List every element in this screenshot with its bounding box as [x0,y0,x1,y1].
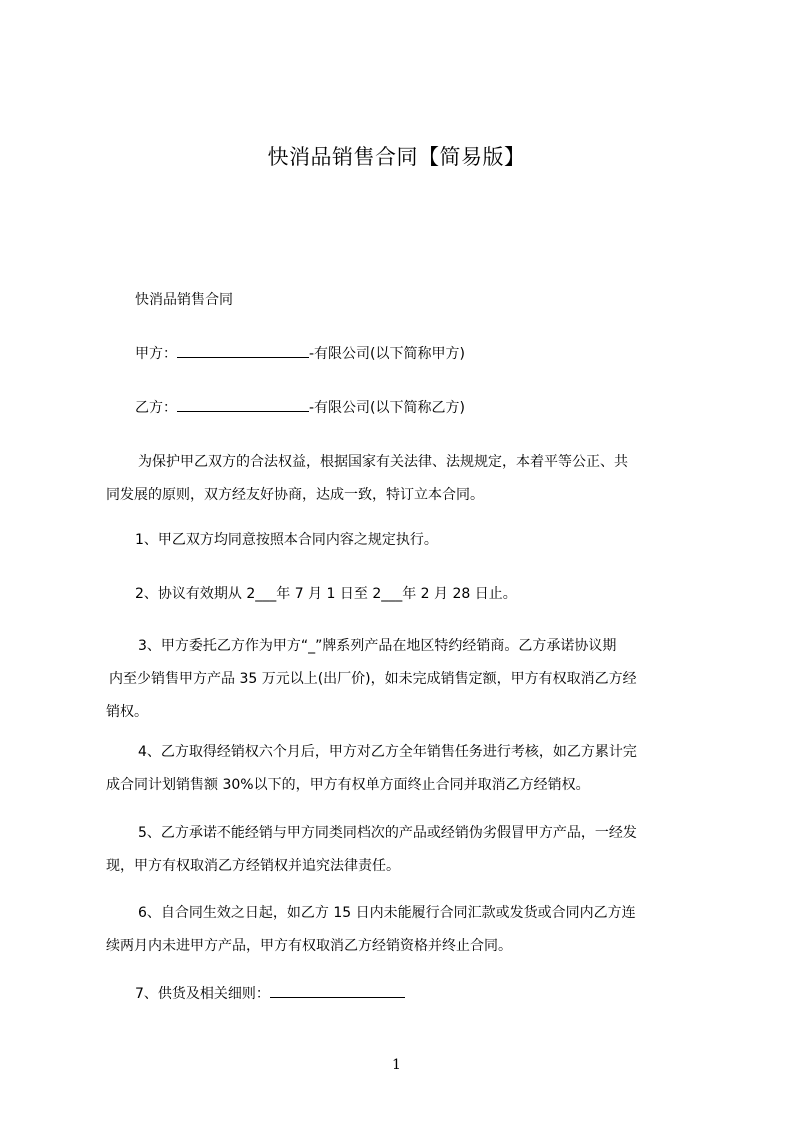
party-a-suffix: -有限公司(以下简称甲方) [309,346,465,362]
preamble-paragraph [106,446,706,512]
contract-subtitle [106,284,706,317]
clause-7 [106,978,706,1011]
clause-4-line: 成合同计划销售额 30%以下的，甲方有权单方面终止合同并取消乙方经销权。 [106,777,590,793]
party-a-line [106,338,706,371]
clause-1 [106,524,706,557]
page-number: 1 [392,1057,401,1073]
party-a-label: 甲方： [135,346,177,362]
preamble-line: 同发展的原则，双方经友好协商，达成一致，特订立本合同。 [106,487,484,503]
clause-4-line: 4、乙方取得经销权六个月后，甲方对乙方全年销售任务进行考核，如乙方累计完 [138,744,637,760]
clause-3-line: 销权。 [106,704,148,720]
party-b-label: 乙方： [135,400,177,416]
document-title: 快消品销售合同【简易版】 [267,145,526,169]
clause-3-line: 3、甲方委托乙方作为甲方“_”牌系列产品在地区特约经销商。乙方承诺协议期 [138,638,617,654]
clause-3-line: 内至少销售甲方产品 35 万元以上(出厂价)，如未完成销售定额，甲方有权取消乙方经 [109,671,637,687]
clause-1-text: 1、甲乙双方均同意按照本合同内容之规定执行。 [135,532,438,548]
clause-5-line: 5、乙方承诺不能经销与甲方同类同档次的产品或经销伪劣假冒甲方产品，一经发 [138,825,637,841]
party-a-blank [177,343,309,358]
contract-subtitle-text: 快消品销售合同 [135,292,233,308]
clause-6 [106,897,706,963]
party-b-line [106,392,706,425]
clause-2-text: 2、协议有效期从 2___年 7 月 1 日至 2___年 2 月 28 日止。 [135,586,517,602]
clause-5-line: 现，甲方有权取消乙方经销权并追究法律责任。 [106,858,400,874]
clause-4 [106,736,706,802]
preamble-line: 为保护甲乙双方的合法权益，根据国家有关法律、法规规定，本着平等公正、共 [138,454,628,470]
clause-6-line: 6、自合同生效之日起，如乙方 15 日内未能履行合同汇款或发货或合同内乙方连 [138,905,636,921]
clause-2 [106,578,706,611]
clause-5 [106,817,706,883]
clause-3 [106,630,706,729]
clause-7-blank [270,983,405,998]
clause-6-line: 续两月内未进甲方产品，甲方有权取消乙方经销资格并终止合同。 [106,938,512,954]
clause-7-label: 7、供货及相关细则： [135,986,270,1002]
party-b-blank [177,397,309,412]
party-b-suffix: -有限公司(以下简称乙方) [309,400,465,416]
